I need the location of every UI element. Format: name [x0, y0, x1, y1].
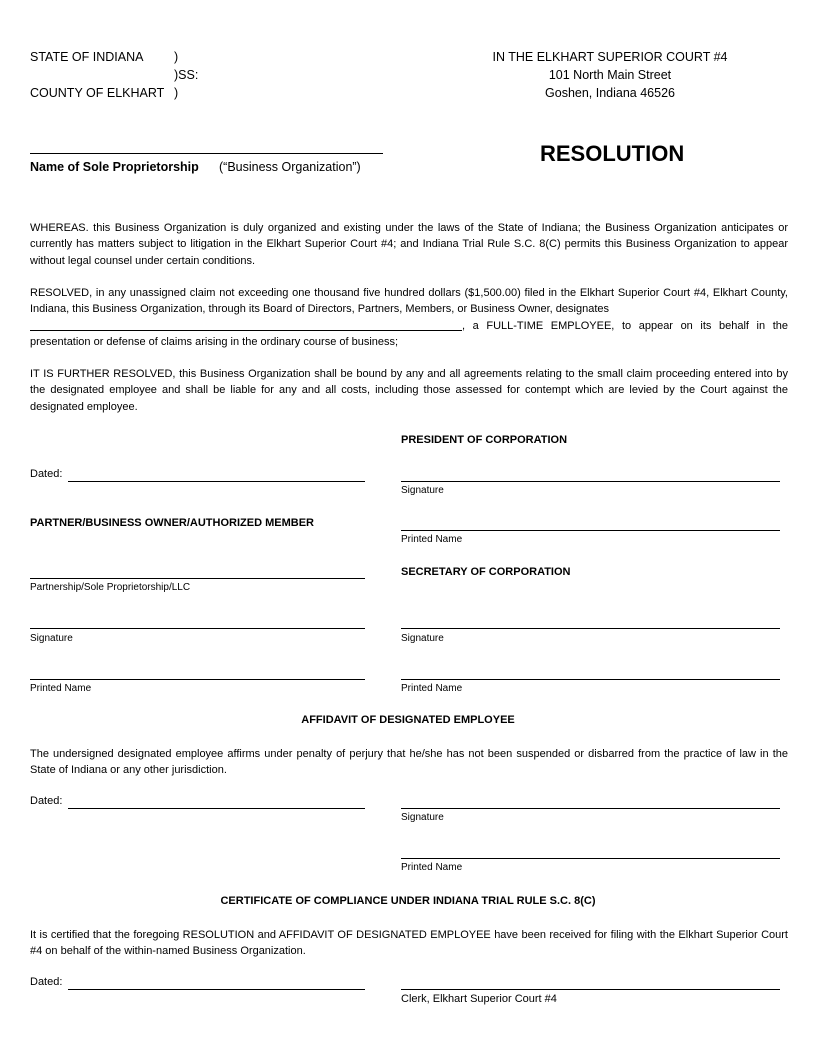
entity-line[interactable]: [30, 578, 365, 579]
signature-caption: Signature: [401, 633, 444, 644]
county-label: COUNTY OF ELKHART: [30, 86, 165, 100]
partner-heading: PARTNER/BUSINESS OWNER/AUTHORIZED MEMBER: [30, 517, 314, 529]
resolved-end: presentation or defense of claims arising in the ordinary course of business;: [30, 336, 399, 349]
dated-label: Dated:: [30, 976, 63, 988]
president-signature-line[interactable]: [401, 481, 780, 482]
clerk-caption: Clerk, Elkhart Superior Court #4: [401, 993, 557, 1005]
printed-name-caption: Printed Name: [401, 862, 463, 873]
certificate-paragraph: It is certified that the foregoing RESOLUTION and AFFIDAVIT OF DESIGNATED EMPLOYEE have been received for filing with the Elkhart Superior Court #4 on behalf of the within-named Business Organization.: [30, 929, 788, 958]
caption-paren: ): [174, 86, 179, 100]
printed-name-caption: Printed Name: [30, 683, 92, 694]
signature-caption: Signature: [401, 812, 444, 823]
certificate-heading: CERTIFICATE OF COMPLIANCE UNDER INDIANA TRIAL RULE S.C. 8(C): [220, 895, 596, 907]
court-name: IN THE ELKHART SUPERIOR COURT #4: [492, 50, 728, 64]
caption-paren: ): [174, 50, 179, 64]
designee-row: [30, 318, 788, 334]
printed-name-caption: Printed Name: [401, 683, 463, 694]
dated-label: Dated:: [30, 795, 63, 807]
resolved-text: RESOLVED, in any unassigned claim not exceeding one thousand five hundred dollars ($1,500.00) filed in the Elkhart Superior Court #4, Elkhart County, Indiana, this Business Organization, through its Board of Directors, Partners, Members, or Business Owner, designates: [30, 287, 788, 316]
secretary-signature-line[interactable]: [401, 628, 780, 629]
president-printed-name-line[interactable]: [401, 530, 780, 531]
certificate-dated-line[interactable]: [68, 989, 365, 990]
printed-name-caption: Printed Name: [401, 534, 463, 545]
org-name-line[interactable]: [30, 153, 383, 154]
signature-caption: Signature: [30, 633, 73, 644]
clerk-signature-line[interactable]: [401, 989, 780, 990]
signature-caption: Signature: [401, 485, 444, 496]
resolved-paragraph: [30, 285, 788, 351]
court-street: 101 North Main Street: [548, 68, 672, 82]
org-paren-label: (“Business Organization”): [219, 160, 361, 174]
resolved-continuation: , a FULL-TIME EMPLOYEE, to appear on its behalf in the: [462, 319, 788, 332]
employee-printed-name-line[interactable]: [401, 858, 780, 859]
state-label: STATE OF INDIANA: [30, 50, 144, 64]
secretary-printed-name-line[interactable]: [401, 679, 780, 680]
org-name-label: Name of Sole Proprietorship: [30, 160, 199, 174]
affidavit-paragraph: The undersigned designated employee affirms under penalty of perjury that he/she has not been suspended or disbarred from the practice of law in the State of Indiana or any other jurisdiction.: [30, 748, 788, 777]
entity-caption: Partnership/Sole Proprietorship/LLC: [30, 582, 191, 593]
partner-signature-line[interactable]: [30, 628, 365, 629]
court-city: Goshen, Indiana 46526: [545, 86, 675, 100]
dated-label: Dated:: [30, 468, 63, 480]
designee-line[interactable]: [30, 330, 462, 331]
ss-label: )SS:: [174, 68, 199, 82]
affidavit-heading: AFFIDAVIT OF DESIGNATED EMPLOYEE: [301, 714, 515, 726]
secretary-heading: SECRETARY OF CORPORATION: [401, 566, 571, 578]
whereas-paragraph: WHEREAS. this Business Organization is duly organized and existing under the laws of the State of Indiana; the Business Organization anticipates or currently has matters subject to litigation in the Elkhart Superior Court #4; and Indiana Trial Rule S.C. 8(C) permits this Business Organization to appear without legal counsel under certain conditions.: [30, 222, 788, 267]
dated-line[interactable]: [68, 481, 365, 482]
partner-printed-name-line[interactable]: [30, 679, 365, 680]
employee-signature-line[interactable]: [401, 808, 780, 809]
president-heading: PRESIDENT OF CORPORATION: [401, 434, 568, 446]
page-title: RESOLUTION: [540, 141, 685, 166]
further-paragraph: IT IS FURTHER RESOLVED, this Business Organization shall be bound by any and all agreements relating to the small claim proceeding entered into by the designated employee and shall be liable for any and all costs, including those assessed for contempt which are levied by the Court against the designated employee.: [30, 368, 788, 413]
affidavit-dated-line[interactable]: [68, 808, 365, 809]
